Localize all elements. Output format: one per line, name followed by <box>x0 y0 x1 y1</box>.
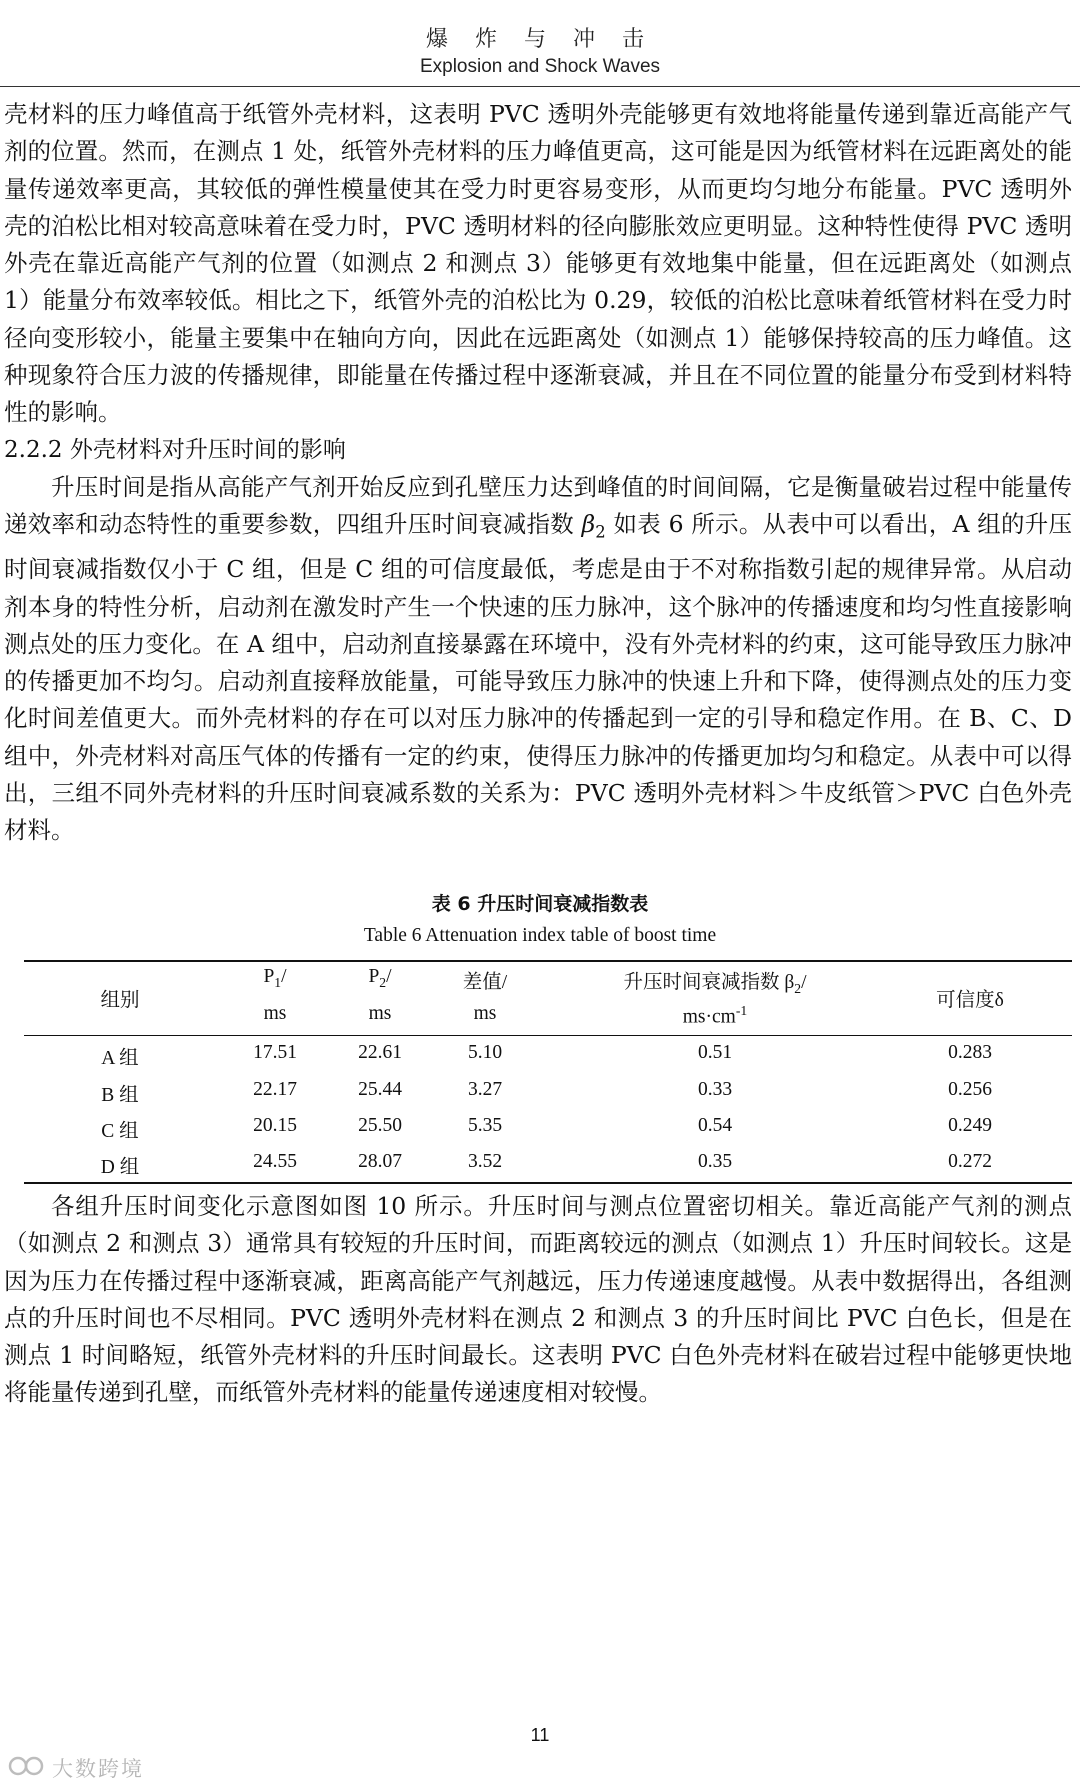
section-heading-2-2-2: 2.2.2 外壳材料对升压时间的影响 <box>4 436 346 463</box>
table-cell-group: D 组 <box>100 1157 140 1178</box>
table-bottom-rule <box>24 1182 1072 1184</box>
header-p2: $P_2/$ <box>368 966 392 990</box>
watermark-text: 大数跨境 <box>52 1757 144 1781</box>
paragraph-boost-time <box>4 469 1072 850</box>
table-header-rule <box>24 1035 1072 1036</box>
table-cell-diff: 5.10 <box>467 1042 503 1063</box>
body-text-bottom <box>4 1188 1072 1412</box>
header-index: 升压时间衰减指数 $\beta_2/$ <box>623 972 807 996</box>
journal-title-en: Explosion and Shock Waves <box>419 56 661 77</box>
header-index-unit: $ms\cdot cm^{-1}$ <box>682 1003 748 1028</box>
table-cell-diff: 3.27 <box>467 1079 503 1100</box>
table-cell-index: 0.51 <box>697 1042 733 1063</box>
header-diff-unit: ms <box>473 1003 497 1024</box>
table-cell-index: 0.54 <box>697 1115 733 1136</box>
page-number: 11 <box>530 1725 550 1745</box>
table-cell-p2: 28.07 <box>358 1151 402 1172</box>
table-cell-diff: 5.35 <box>467 1115 503 1136</box>
header-p1-unit: ms <box>263 1003 287 1024</box>
table-cell-group: B 组 <box>101 1085 139 1106</box>
page-header <box>0 0 1080 90</box>
watermark <box>6 1750 156 1780</box>
header-group: 组别 <box>100 990 140 1011</box>
header-p1: $P_1/$ <box>263 966 287 990</box>
table-cell-reliability: 0.249 <box>948 1115 992 1136</box>
table-cell-p2: 25.50 <box>358 1115 402 1136</box>
header-diff: 差值/ <box>462 972 508 993</box>
paragraph-boost-time-positions: 各组升压时间变化示意图如图 10 所示。升压时间与测点位置密切相关。靠近高能产气剂的测点（如测点 2 和测点 3）通常具有较短的升压时间，而距离较远的测点（如测点 1）升压时间较长。这是因为压力在传播过程中逐渐衰减，距离高能产气剂越远，压力传递速度越慢。从表中数据得出，各组测点的升压时间也不尽相同。PVC 透明外壳材料在测点 2 和测点 3 的升压时间比 PVC 白色长，但是在测点 1 时间略短，纸管外壳材料的升压时间最长。这表明 PVC 白色外壳材料在破岩过程中能够更快地将能量传递到孔壁，而纸管外壳材料的能量传递速度相对较慢。 <box>4 1192 1072 1407</box>
table-cell-index: 0.35 <box>697 1151 733 1172</box>
table-cell-group: A 组 <box>101 1048 139 1069</box>
table-cell-p2: 22.61 <box>358 1042 402 1063</box>
body-text-top <box>4 96 1072 850</box>
table-cell-p1: 22.17 <box>253 1079 297 1100</box>
header-p2-unit: ms <box>368 1003 392 1024</box>
header-divider <box>0 86 1080 87</box>
beta-symbol: β <box>581 510 596 539</box>
beta-subscript: 2 <box>595 522 606 542</box>
table-cell-group: C 组 <box>101 1121 139 1142</box>
table-top-rule <box>24 960 1072 962</box>
table-cell-reliability: 0.283 <box>948 1042 992 1063</box>
table-cell-reliability: 0.256 <box>948 1079 992 1100</box>
header-reliability: 可信度δ <box>936 990 1004 1011</box>
table-caption-cn: 表 6 升压时间衰减指数表 <box>431 893 649 915</box>
paragraph-boost-part2: 如表 6 所示。从表中可以看出，A 组的升压时间衰减指数仅小于 C 组，但是 C 组的可信度最低，考虑是由于不对称指数引起的规律异常。从启动剂本身的特性分析，启动剂在激发时产生一个快速的压力脉冲，这个脉冲的传播速度和均匀性直接影响测点处的压力变化。在 A 组中，启动剂直接暴露在环境中，没有外壳材料的约束，这可能导致压力脉冲的传播更加不均匀。启动剂直接释放能量，可能导致压力脉冲的快速上升和下降，使得测点处的压力变化时间差值更大。而外壳材料的存在可以对压力脉冲的传播起到一定的引导和稳定作用。在 B、C、D 组中，外壳材料对高压气体的传播有一定的约束，使得压力脉冲的传播更加均匀和稳定。从表中可以得出，三组不同外壳材料的升压时间衰减系数的关系为：PVC 透明外壳材料＞牛皮纸管＞PVC 白色外壳材料。 <box>4 510 1072 845</box>
watermark-logo-icon <box>6 1754 50 1778</box>
table-cell-p1: 20.15 <box>253 1115 297 1136</box>
paragraph-boost-part1: 升压时间是指从高能产气剂开始反应到孔壁压力达到峰值的时间间隔，它是衡量破岩过程中能量传递效率和动态特性的重要参数，四组升压时间衰减指数 <box>4 472 1072 539</box>
table-caption-en: Table 6 Attenuation index table of boost time <box>363 925 717 946</box>
table-cell-reliability: 0.272 <box>948 1151 992 1172</box>
table-cell-p1: 17.51 <box>253 1042 297 1063</box>
paragraph-pressure-peak: 壳材料的压力峰值高于纸管外壳材料，这表明 PVC 透明外壳能够更有效地将能量传递到靠近高能产气剂的位置。然而，在测点 1 处，纸管外壳材料的压力峰值更高，这可能是因为纸管材料在远距离处的能量传递效率更高，其较低的弹性模量使其在受力时更容易变形，从而更均匀地分布能量。PVC 透明外壳的泊松比相对较高意味着在受力时，PVC 透明材料的径向膨胀效应更明显。这种特性使得 PVC 透明外壳在靠近高能产气剂的位置（如测点 2 和测点 3）能够更有效地集中能量，但在远距离处（如测点 1）能量分布效率较低。相比之下，纸管外壳的泊松比为 0.29，较低的泊松比意味着纸管材料在受力时径向变形较小，能量主要集中在轴向方向，因此在远距离处（如测点 1）能够保持较高的压力峰值。这种现象符合压力波的传播规律，即能量在传播过程中逐渐衰减，并且在不同位置的能量分布受到材料特性的影响。 <box>4 100 1072 427</box>
journal-title-cn: 爆 炸 与 冲 击 <box>426 27 654 52</box>
table-cell-p1: 24.55 <box>253 1151 297 1172</box>
table-cell-diff: 3.52 <box>467 1151 503 1172</box>
table-cell-index: 0.33 <box>697 1079 733 1100</box>
table-cell-p2: 25.44 <box>358 1079 402 1100</box>
